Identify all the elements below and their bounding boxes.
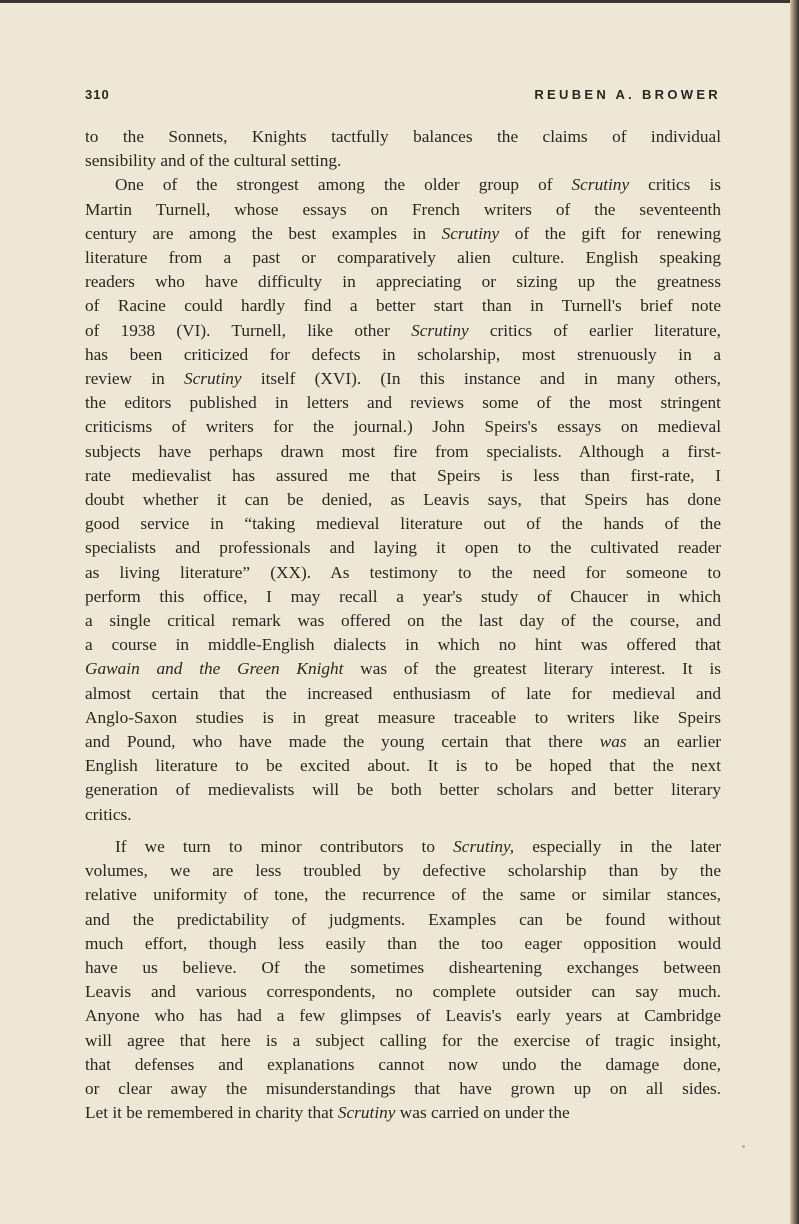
text-run: was carried on under the	[395, 1103, 570, 1123]
text-run: and the predictability of judgments. Examples can be found without	[85, 909, 721, 929]
page-number: 310	[85, 87, 110, 102]
text-run: was of the greatest literary interest. It is	[343, 659, 722, 679]
text-run: that defenses and explanations cannot now undo the damage done,	[85, 1054, 721, 1074]
text-line	[85, 633, 721, 657]
paper-speck	[742, 1145, 745, 1148]
text-run: has been criticized for defects in scholarship, most strenuously in a	[85, 344, 721, 364]
text-run: of Racine could hardly find a better start than in Turnell's brief note	[85, 296, 721, 316]
text-run: almost certain that the increased enthusiasm of late for medieval and	[85, 683, 721, 703]
text-run: will agree that here is a subject calling for the exercise of tragic insight,	[85, 1030, 721, 1050]
text-line	[85, 1053, 721, 1077]
text-run: relative uniformity of tone, the recurrence of the same or similar stances,	[85, 885, 721, 905]
text-line	[85, 682, 721, 706]
text-line	[85, 706, 721, 730]
text-line	[85, 1029, 721, 1053]
text-run: an earlier	[626, 732, 721, 752]
text-run: critics.	[85, 804, 132, 824]
text-run: especially in the later	[514, 836, 722, 856]
text-line	[85, 754, 721, 778]
text-line	[85, 415, 721, 439]
text-run: readers who have difficulty in appreciating or sizing up the greatness	[85, 272, 721, 292]
italic-text: Gawain and the Green Knight	[85, 659, 344, 679]
page-top-edge	[0, 0, 799, 3]
text-run: a course in middle-English dialects in which no hint was offered that	[85, 635, 721, 655]
text-line	[85, 883, 721, 907]
text-run: itself (XVI). (In this instance and in many others,	[241, 369, 721, 389]
text-line	[85, 294, 721, 318]
italic-text: Scrutiny	[571, 175, 630, 195]
text-run: a single critical remark was offered on the last day of the course, and	[85, 611, 721, 631]
text-line	[85, 1004, 721, 1028]
text-run: One of the strongest among the older group of	[115, 175, 572, 195]
text-line	[85, 730, 721, 754]
text-line	[85, 198, 721, 222]
text-line	[85, 391, 721, 415]
text-run: to the Sonnets, Knights tactfully balances the claims of individual	[85, 127, 721, 146]
body-text	[85, 125, 721, 1125]
page-header	[85, 87, 721, 107]
text-line	[85, 956, 721, 980]
text-line	[85, 319, 721, 343]
text-run: of 1938 (VI). Turnell, like other	[85, 320, 412, 340]
text-run: Anglo-Saxon studies is in great measure traceable to writers like Speirs	[85, 707, 721, 727]
text-run: as living literature” (XX). As testimony to the need for someone to	[85, 562, 721, 582]
paragraph	[85, 835, 721, 1125]
text-run: If we turn to minor contributors to	[115, 836, 454, 856]
text-line	[85, 488, 721, 512]
paragraph	[85, 173, 721, 826]
text-line	[85, 343, 721, 367]
text-line	[85, 246, 721, 270]
text-line	[85, 1077, 721, 1101]
text-run: sensibility and of the cultural setting.	[85, 151, 342, 171]
text-run: or clear away the misunderstandings that have grown up on all sides.	[85, 1078, 721, 1098]
text-run: critics is	[629, 175, 721, 195]
text-run: subjects have perhaps drawn most fire from specialists. Although a first-	[85, 441, 721, 461]
text-run: critics of earlier literature,	[468, 320, 721, 340]
text-line	[85, 859, 721, 883]
text-line	[85, 1101, 721, 1125]
text-run: review in	[85, 369, 184, 389]
text-line	[85, 440, 721, 464]
italic-text: Scrutiny	[411, 320, 469, 340]
text-run: doubt whether it can be denied, as Leavis says, that Speirs has done	[85, 490, 721, 510]
text-run: volumes, we are less troubled by defective scholarship than by the	[85, 861, 721, 881]
text-line	[85, 561, 721, 585]
text-run: generation of medievalists will be both better scholars and better literary	[85, 780, 721, 800]
paragraph	[85, 125, 721, 173]
text-run: much effort, though less easily than the too eager opposition would	[85, 933, 721, 953]
text-line	[85, 932, 721, 956]
text-line	[85, 464, 721, 488]
text-run: century are among the best examples in	[85, 223, 442, 243]
text-line	[85, 270, 721, 294]
running-head: REUBEN A. BROWER	[534, 87, 721, 102]
text-run: literature from a past or comparatively alien culture. English speaking	[85, 248, 721, 268]
text-line	[85, 585, 721, 609]
text-line	[85, 803, 721, 827]
text-line	[85, 125, 721, 149]
text-line	[85, 222, 721, 246]
text-run: good service in “taking medieval literature out of the hands of the	[85, 514, 721, 534]
page-spine-shadow	[790, 0, 799, 1224]
text-line	[85, 512, 721, 536]
text-line	[85, 367, 721, 391]
text-run: and Pound, who have made the young certain that there	[85, 732, 600, 752]
text-run: specialists and professionals and laying it open to the cultivated reader	[85, 538, 721, 558]
text-line	[85, 149, 721, 173]
text-run: Leavis and various correspondents, no complete outsider can say much.	[85, 982, 721, 1002]
text-line	[85, 908, 721, 932]
italic-text: Scrutiny,	[453, 836, 515, 856]
text-run: have us believe. Of the sometimes disheartening exchanges between	[85, 957, 721, 977]
text-line	[85, 778, 721, 802]
text-line	[85, 536, 721, 560]
text-run: English literature to be excited about. It is to be hoped that the next	[85, 756, 721, 776]
italic-text: Scrutiny	[441, 223, 500, 243]
italic-text: Scrutiny	[183, 369, 242, 389]
text-run: criticisms of writers for the journal.) John Speirs's essays on medieval	[85, 417, 721, 437]
text-run: Let it be remembered in charity that	[85, 1103, 338, 1123]
text-run: Martin Turnell, whose essays on French writers of the seventeenth	[85, 199, 721, 219]
text-run: Anyone who has had a few glimpses of Leavis's early years at Cambridge	[85, 1006, 721, 1026]
text-line	[85, 657, 721, 681]
text-run: perform this office, I may recall a year's study of Chaucer in which	[85, 586, 721, 606]
text-line	[85, 173, 721, 197]
italic-text: Scrutiny	[337, 1103, 396, 1123]
text-line	[85, 609, 721, 633]
italic-text: was	[599, 732, 627, 752]
text-line	[85, 835, 721, 859]
text-line	[85, 980, 721, 1004]
text-run: the editors published in letters and reviews some of the most stringent	[85, 393, 721, 413]
text-run: of the gift for renewing	[499, 223, 721, 243]
text-run: rate medievalist has assured me that Speirs is less than first-rate, I	[85, 465, 721, 485]
